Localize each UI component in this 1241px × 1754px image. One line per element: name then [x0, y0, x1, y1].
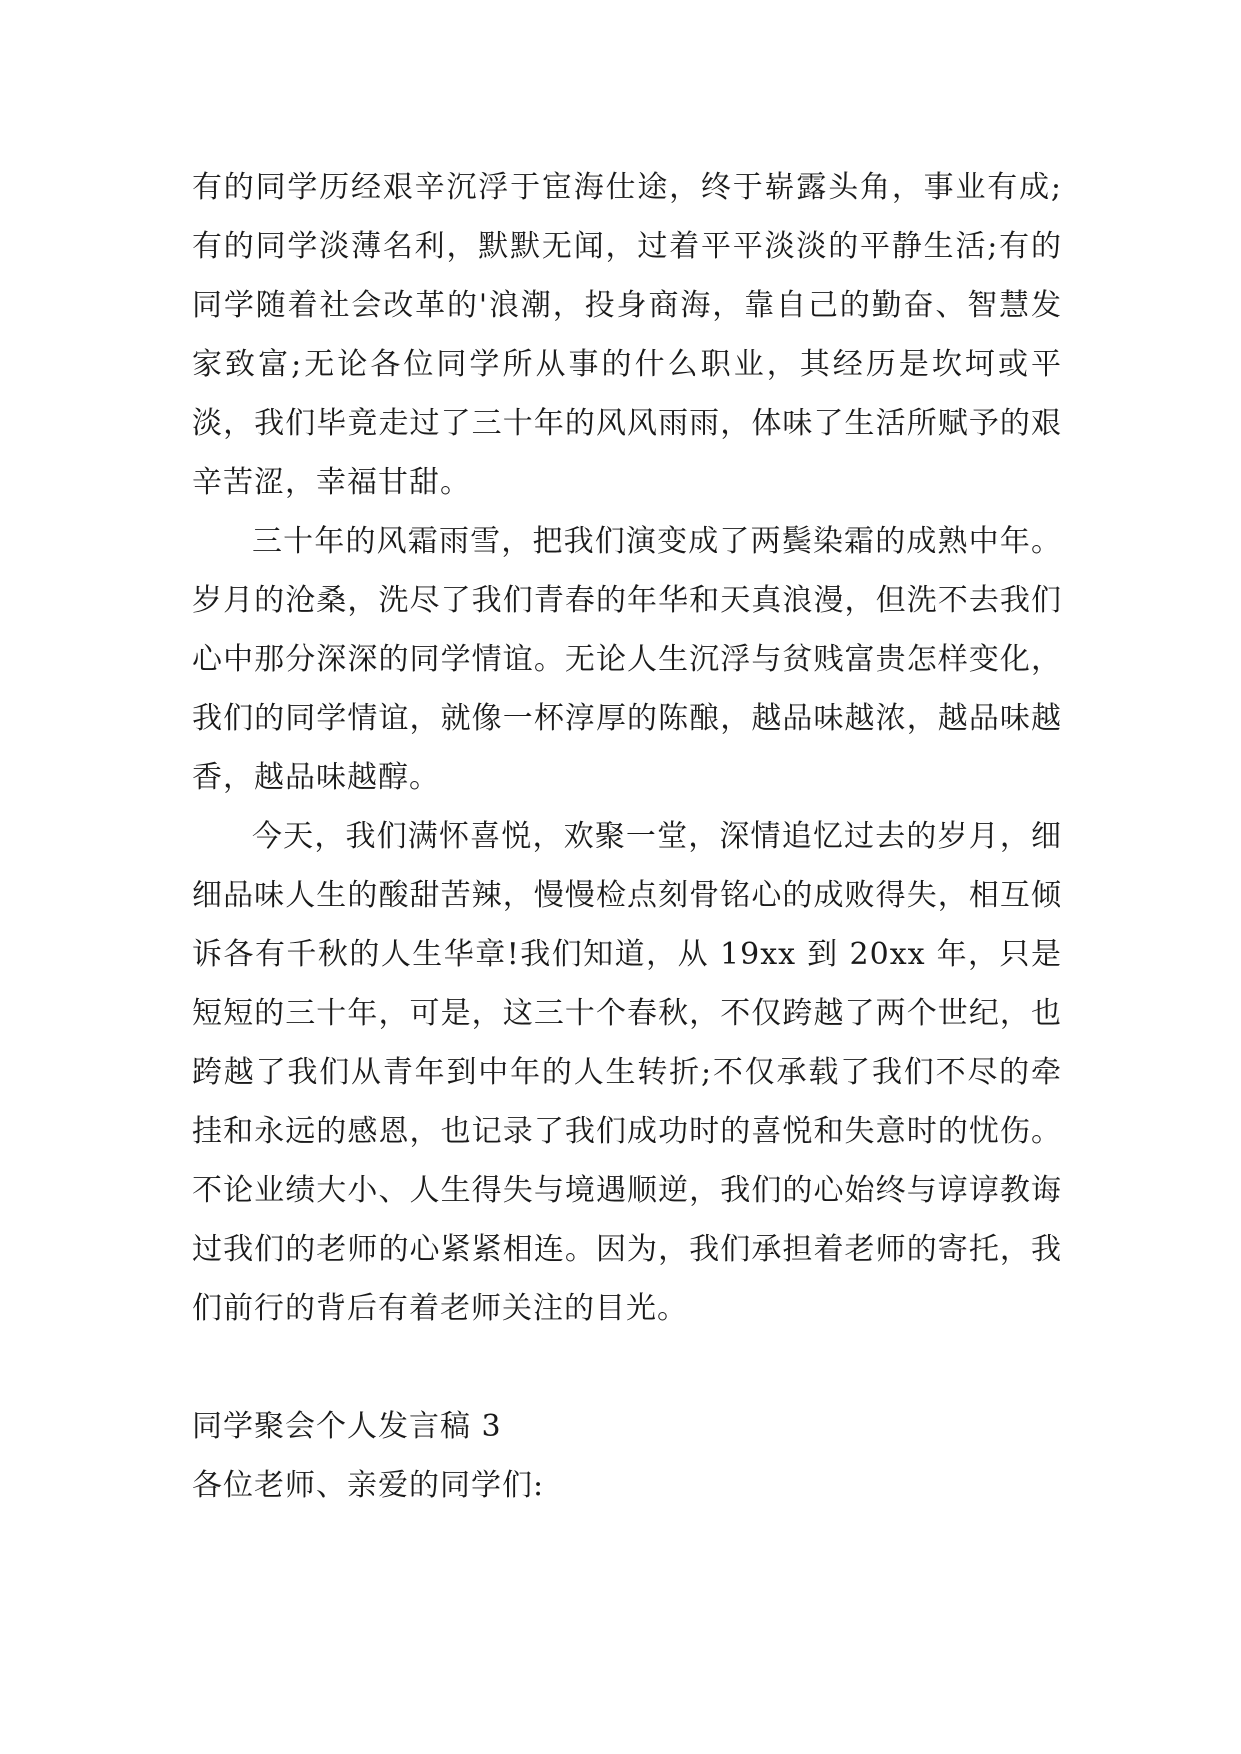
section-spacer	[192, 1338, 1062, 1397]
paragraph-thirty-years: 三十年的风霜雨雪，把我们演变成了两鬓染霜的成熟中年。岁月的沧桑，洗尽了我们青春的年华和天真浪漫，但洗不去我们心中那分深深的同学情谊。无论人生沉浮与贫贱富贵怎样变化，我们的同学情谊，就像一杯淳厚的陈酿，越品味越浓，越品味越香，越品味越醇。	[192, 524, 1062, 795]
paragraph-today-reunion: 今天，我们满怀喜悦，欢聚一堂，深情追忆过去的岁月，细细品味人生的酸甜苦辣，慢慢检点刻骨铭心的成败得失，相互倾诉各有千秋的人生华章!我们知道，从 19xx 到 20xx 年，只是短短的三十年，可是，这三十个春秋，不仅跨越了两个世纪，也跨越了我们从青年到中年的人生转折;不仅承载了我们不尽的牵挂和永远的感恩，也记录了我们成功时的喜悦和失意时的忧伤。不论业绩大小、人生得失与境遇顺逆，我们的心始终与谆谆教诲过我们的老师的心紧紧相连。因为，我们承担着老师的寄托，我们前行的背后有着老师关注的目光。	[192, 819, 1062, 1326]
section-title: 同学聚会个人发言稿 3	[192, 1409, 502, 1444]
speech-greeting: 各位老师、亲爱的同学们:	[192, 1468, 545, 1503]
paragraph-career-paths: 有的同学历经艰辛沉浮于宦海仕途，终于崭露头角，事业有成;有的同学淡薄名利，默默无闻，过着平平淡淡的平静生活;有的同学随着社会改革的'浪潮，投身商海，靠自己的勤奋、智慧发家致富;无论各位同学所从事的什么职业，其经历是坎坷或平淡，我们毕竟走过了三十年的风风雨雨，体味了生活所赋予的艰辛苦涩，幸福甘甜。	[192, 170, 1062, 500]
document-body	[192, 158, 1062, 1515]
